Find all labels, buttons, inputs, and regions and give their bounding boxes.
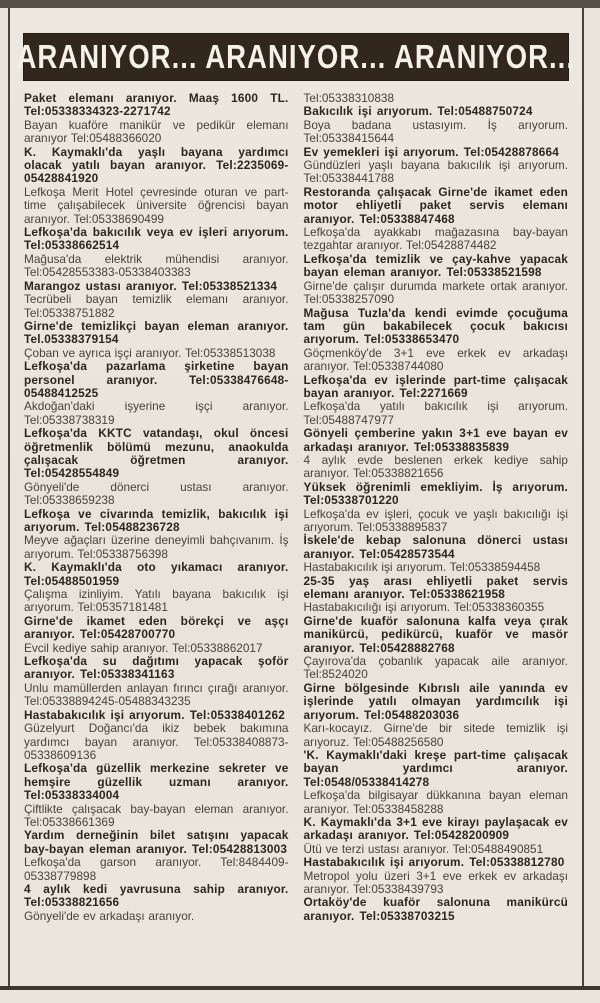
classified-ad: Girne'de temizlikçi bayan eleman aranıyor. Tel.05338379154 xyxy=(24,318,289,347)
classified-ad: Gönyeli çemberine yakın 3+1 eve bayan ev arkadaşı aranıyor. Tel:05338835839 xyxy=(303,426,568,454)
classified-ad: Tel:05338310838 xyxy=(303,91,395,105)
classified-ad: Karı-kocayız. Girne'de bir sitede temizlik işi arıyoruz. Tel:05488256580 xyxy=(303,721,568,749)
classified-ad: Unlu mamüllerden anlayan fırıncı çırağı aranıyor. Tel:05338894245-05488343235 xyxy=(24,680,289,709)
classified-ad: Girne'de çalışır durumda markete ortak aranıyor. Tel:05338257090 xyxy=(303,278,568,307)
classified-ad: Akdoğan'daki işyerine işçi aranıyor. Tel:05338738319 xyxy=(24,399,289,427)
classified-ad: Lefkoşa'da bakıcılık veya ev işleri arıyorum. Tel:05338662514 xyxy=(24,225,289,253)
classified-ad: Lefkoşa'da ev işleri, çocuk ve yaşlı bakıcılığı işi arıyorum. Tel:05338895837 xyxy=(303,506,568,534)
classified-ad: Lefkoşa'da temizlik ve çay-kahve yapacak bayan eleman aranıyor. Tel:05338521598 xyxy=(303,251,568,280)
classified-ad: 4 aylık evde beslenen erkek kediye sahip aranıyor. Tel:05338821656 xyxy=(303,452,568,481)
classified-ad: Hastabakıcılığı işi arıyorum. Tel:05338360355 xyxy=(303,600,545,615)
classified-ad: K. Kaymaklı'da 3+1 eve kirayı paylaşacak ev arkadaşı aranıyor. Tel:05428200909 xyxy=(303,814,568,843)
classified-ad: Girne'de ikamet eden börekçi ve aşçı aranıyor. Tel:05428700770 xyxy=(24,613,289,642)
classified-ad: K. Kaymaklı'da yaşlı bayana yardımcı olacak yatılı bayan aranıyor. Tel:2235069-05428841920 xyxy=(24,144,289,186)
section-header-bar xyxy=(16,34,576,80)
classified-ad: Lefkoşa ve civarında temizlik, bakıcılık işi arıyorum. Tel:05488236728 xyxy=(24,506,289,534)
classifieds-column-right xyxy=(304,92,569,923)
classified-ad: Meyve ağaçları üzerine deneyimli bahçıvanım. İş arıyorum. Tel:05338756398 xyxy=(24,533,289,561)
classified-ad: Lefkoşa'da su dağıtımı yapacak şoför aranıyor. Tel:05338341163 xyxy=(24,654,289,682)
classified-ad: Girne bölgesinde Kıbrıslı aile yanında ev işlerinde yatılı olmayan yardımcılık işi arıyorum. Tel:05488203036 xyxy=(303,680,568,722)
classified-ad: 'K. Kaymaklı'daki kreşe part-time çalışacak bayan yardımcı aranıyor. Tel:0548/05338414278 xyxy=(303,747,568,789)
scan-edge-top xyxy=(0,0,600,8)
classified-ad: Hastabakıcılık işi arıyorum. Tel:05338401262 xyxy=(24,707,285,722)
classified-ad: Lefkoşa'da yatılı bakıcılık işi arıyorum. Tel:05488747977 xyxy=(303,399,568,427)
classified-ad: Bayan kuaföre manikür ve pedikür elemanı aranıyor Tel:05488366020 xyxy=(24,117,289,146)
classified-ad: Lefkoşa'da garson aranıyor. Tel:8484409-05338779898 xyxy=(24,855,289,883)
classified-ad: Mağusa Tuzla'da kendi evimde çocuğuma tam gün bakabilecek çocuk bakıcısı arıyorum. Tel:05338653470 xyxy=(303,305,568,347)
classified-ad: Ortaköy'de kuaför salonuna manikürcü aranıyor. Tel:05338703215 xyxy=(303,895,568,923)
classifieds-column-left xyxy=(24,92,289,923)
classified-ad: Marangoz ustası aranıyor. Tel:05338521334 xyxy=(24,278,278,293)
classified-ad: Lefkoşa'da ev işlerinde part-time çalışacak bayan aranıyor. Tel:2271669 xyxy=(303,372,568,400)
classified-ad: Çoban ve ayrıca işçi aranıyor. Tel:05338513038 xyxy=(24,345,276,360)
classified-ad: Göçmenköy'de 3+1 eve erkek ev arkadaşı aranıyor. Tel:05338744080 xyxy=(303,345,568,374)
classified-ad: Paket elemanı aranıyor. Maaş 1600 TL. Tel:05338334323-2271742 xyxy=(24,91,289,119)
classified-ad: Gönyeli'de ev arkadaşı aranıyor. xyxy=(24,908,195,923)
classified-ad: Hastabakıcılık işi arıyorum. Tel:05338594458 xyxy=(303,560,541,575)
classified-ad: Evcil kediye sahip aranıyor. Tel:05338862017 xyxy=(24,640,263,655)
classified-ad: Lefkoşa'da KKTC vatandaşı, okul öncesi öğretmenlik bölümü mezunu, anaokulda çalışacak öğretmen aranıyor. Tel:05428554849 xyxy=(24,426,289,481)
classified-ad: 4 aylık kedi yavrusuna sahip aranıyor. Tel:05338821656 xyxy=(24,881,289,910)
scan-edge-bottom xyxy=(0,986,600,990)
classified-ad: Mağusa'da elektrik mühendisi aranıyor. Tel:05428553383-05338403383 xyxy=(24,251,289,280)
classified-ad: Çiftlikte çalışacak bay-bayan eleman aranıyor. Tel:05338661369 xyxy=(24,801,289,829)
classified-ad: Lefkoşa'da pazarlama şirketine bayan personel aranıyor. Tel:05338476648-05488412525 xyxy=(24,359,289,400)
classified-ad: Yüksek öğrenimli emekliyim. İş arıyorum. Tel:05338701220 xyxy=(303,479,568,508)
classified-ad: Lefkoşa'da bilgisayar dükkanına bayan eleman aranıyor. Tel:05338458288 xyxy=(303,788,568,816)
classified-ad: Lefkoşa'da güzellik merkezine sekreter ve hemşire güzellik uzmanı aranıyor. Tel:05338334004 xyxy=(24,761,289,803)
page-title: ARANIYOR... ARANIYOR... ARANIYOR... xyxy=(16,37,576,76)
classified-ad: Bakıcılık işi arıyorum. Tel:05488750724 xyxy=(303,104,533,119)
classified-ad: Yardım derneğinin bilet satışını yapacak bay-bayan eleman aranıyor. Tel:05428813003 xyxy=(24,828,289,856)
classified-ad: Restoranda çalışacak Girne'de ikamet eden motor ehliyetli paket servis elemanı aranıyor. Tel:05338847468 xyxy=(303,184,568,226)
classified-ad: Tecrübeli bayan temizlik elemanı aranıyor. Tel:05338751882 xyxy=(24,292,289,320)
classified-ad: Hastabakıcılık işi arıyorum. Tel:05338812780 xyxy=(303,855,565,870)
classified-ad: Boya badana ustasıyım. İş arıyorum. Tel:05338415644 xyxy=(303,117,568,146)
classified-ad: Güzelyurt Doğancı'da ikiz bebek bakımına yardımcı bayan aranıyor. Tel:05338408873-05338609136 xyxy=(24,721,289,762)
classified-ad: Gönyeli'de dönerci ustası aranıyor. Tel:05338659238 xyxy=(24,479,289,508)
classified-ad: Lefkoşa Merit Hotel çevresinde oturan ve part-time çalışabilecek üniversite öğrencisi bayan aranıyor. Tel:05338690499 xyxy=(24,184,289,226)
classified-ad: Metropol yolu üzeri 3+1 eve erkek ev arkadaşı aranıyor. Tel:05338439793 xyxy=(303,868,568,896)
classified-ad: Çalışma izinliyim. Yatılı bayana bakıcılık işi arıyorum. Tel:05357181481 xyxy=(24,587,289,615)
classified-ad: Çayırova'da çobanlık yapacak aile aranıyor. Tel:8524020 xyxy=(303,654,568,682)
classified-ad: İskele'de kebap salonuna dönerci ustası aranıyor. Tel:05428573544 xyxy=(303,533,568,561)
classified-ad: 25-35 yaş arası ehliyetli paket servis elemanı aranıyor. Tel:05338621958 xyxy=(303,573,568,602)
classifieds-page-frame xyxy=(8,8,584,986)
classified-ad: Gündüzleri yaşlı bayana bakıcılık işi arıyorum. Tel:05338441788 xyxy=(303,158,568,186)
classifieds-columns xyxy=(22,90,570,923)
classified-ad: Lefkoşa'da ayakkabı mağazasına bay-bayan tezgahtar aranıyor. Tel:05428874482 xyxy=(303,225,568,253)
classified-ad: Ev yemekleri işi arıyorum. Tel:05428878664 xyxy=(303,144,560,159)
classified-ad: Girne'de kuaför salonuna kalfa veya çırak manikürcü, pedikürcü, kuaför ve masör aranıyor. Tel:05428882768 xyxy=(303,613,568,655)
classified-ad: Ütü ve terzi ustası aranıyor. Tel:05488490851 xyxy=(303,841,544,856)
classified-ad: K. Kaymaklı'da oto yıkamacı aranıyor. Tel:05488501959 xyxy=(24,560,289,588)
